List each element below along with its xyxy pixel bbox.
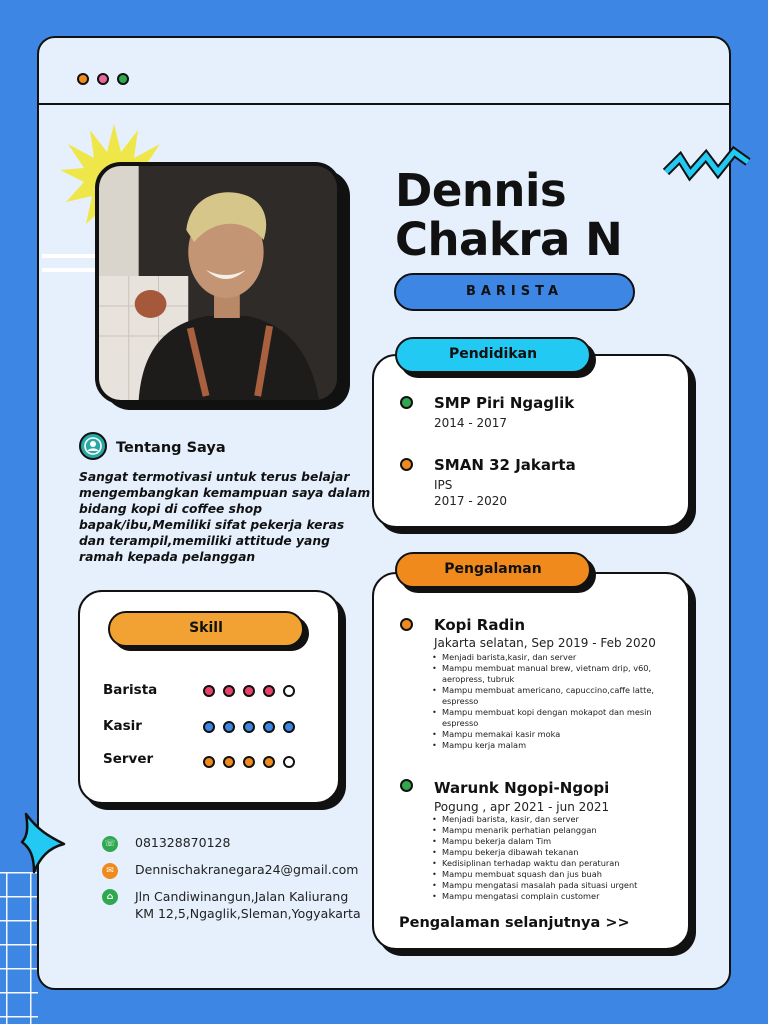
contact-phone[interactable]: 081328870128 [135, 835, 231, 850]
rating-dot-filled [283, 721, 295, 733]
rating-dot-filled [243, 685, 255, 697]
stripe-decoration [42, 268, 98, 272]
role-badge: BARISTA [394, 273, 635, 311]
skill-label-kasir: Kasir [103, 718, 142, 734]
education-heading: Pendidikan [395, 337, 591, 373]
stripe-decoration [42, 254, 98, 258]
skill-label-barista: Barista [103, 682, 158, 698]
duty-item: • Menjadi barista,kasir, dan server [432, 652, 668, 663]
profile-photo [95, 162, 341, 404]
education-dot [400, 396, 413, 409]
duty-item: • Mampu bekerja dibawah tekanan [432, 847, 668, 858]
more-experience-link[interactable]: Pengalaman selanjutnya >> [399, 915, 630, 931]
duty-item: • Mampu bekerja dalam Tim [432, 836, 668, 847]
name-line-first: Dennis [395, 164, 567, 217]
user-icon [79, 432, 107, 460]
duty-item: • Mampu kerja malam [432, 740, 668, 751]
email-icon: ✉ [102, 863, 118, 879]
duty-item: • Kedisiplinan terhadap waktu dan peraturan [432, 858, 668, 869]
experience-duties [432, 814, 668, 902]
education-major: IPS [434, 478, 453, 492]
rating-dot-filled [263, 721, 275, 733]
duty-item: • Mampu membuat kopi dengan mokapot dan mesin espresso [432, 707, 668, 729]
rating-dot-filled [263, 756, 275, 768]
skill-rating-kasir [203, 718, 303, 737]
rating-dot-filled [203, 721, 215, 733]
duty-item: • Mampu membuat manual brew, vietnam drip, v60, aeropress, tubruk [432, 663, 668, 685]
education-box [372, 354, 690, 528]
rating-dot-filled [223, 721, 235, 733]
rating-dot-empty [283, 756, 295, 768]
window-top-bar [39, 38, 729, 105]
education-dot [400, 458, 413, 471]
rating-dot-empty [283, 685, 295, 697]
contact-email[interactable]: Dennischakranegara24@gmail.com [135, 862, 359, 877]
experience-duties [432, 652, 668, 751]
skill-rating-barista [203, 682, 303, 701]
rating-dot-filled [203, 756, 215, 768]
duty-item: • Mampu menarik perhatian pelanggan [432, 825, 668, 836]
rating-dot-filled [203, 685, 215, 697]
skill-label-server: Server [103, 751, 154, 767]
sparkle-decoration [20, 810, 68, 876]
home-icon: ⌂ [102, 889, 118, 905]
duty-item: • Mampu mengatasi masalah pada situasi urgent [432, 880, 668, 891]
experience-company: Warunk Ngopi-Ngopi [434, 779, 610, 797]
skill-heading: Skill [108, 611, 304, 647]
name-line-last: Chakra N [395, 213, 623, 266]
about-title: Tentang Saya [116, 440, 226, 456]
experience-heading: Pengalaman [395, 552, 591, 588]
name-heading [395, 166, 715, 264]
contact-address: Jln Candiwinangun,Jalan Kaliurang KM 12,5,Ngaglik,Sleman,Yogyakarta [135, 889, 361, 921]
duty-item: • Mampu mengatasi complain customer [432, 891, 668, 902]
about-text: Sangat termotivasi untuk terus belajar mengembangkan kemampuan saya dalam bidang kopi di coffee shop bapak/ibu,Memiliki sifat pekerja keras dan terampil,memiliki attitude yang ramah kepada pelanggan [79, 470, 371, 564]
rating-dot-filled [243, 721, 255, 733]
experience-company: Kopi Radin [434, 616, 525, 634]
duty-item: • Mampu memakai kasir moka [432, 729, 668, 740]
skill-rating-server [203, 753, 303, 772]
rating-dot-filled [243, 756, 255, 768]
education-years: 2014 - 2017 [434, 416, 508, 430]
grid-decoration [0, 872, 38, 1024]
phone-icon: ☏ [102, 836, 118, 852]
rating-dot-filled [223, 685, 235, 697]
duty-item: • Mampu membuat americano, capuccino,caffe latte, espresso [432, 685, 668, 707]
window-dot-green [117, 73, 129, 85]
education-school: SMP Piri Ngaglik [434, 394, 575, 412]
education-years: 2017 - 2020 [434, 494, 508, 508]
duty-item: • Menjadi barista, kasir, dan server [432, 814, 668, 825]
experience-dot [400, 779, 413, 792]
experience-period: Pogung , apr 2021 - jun 2021 [434, 800, 610, 814]
experience-period: Jakarta selatan, Sep 2019 - Feb 2020 [434, 636, 656, 650]
rating-dot-filled [223, 756, 235, 768]
window-dot-pink [97, 73, 109, 85]
rating-dot-filled [263, 685, 275, 697]
window-dot-orange [77, 73, 89, 85]
duty-item: • Mampu membuat squash dan jus buah [432, 869, 668, 880]
experience-dot [400, 618, 413, 631]
education-school: SMAN 32 Jakarta [434, 456, 576, 474]
